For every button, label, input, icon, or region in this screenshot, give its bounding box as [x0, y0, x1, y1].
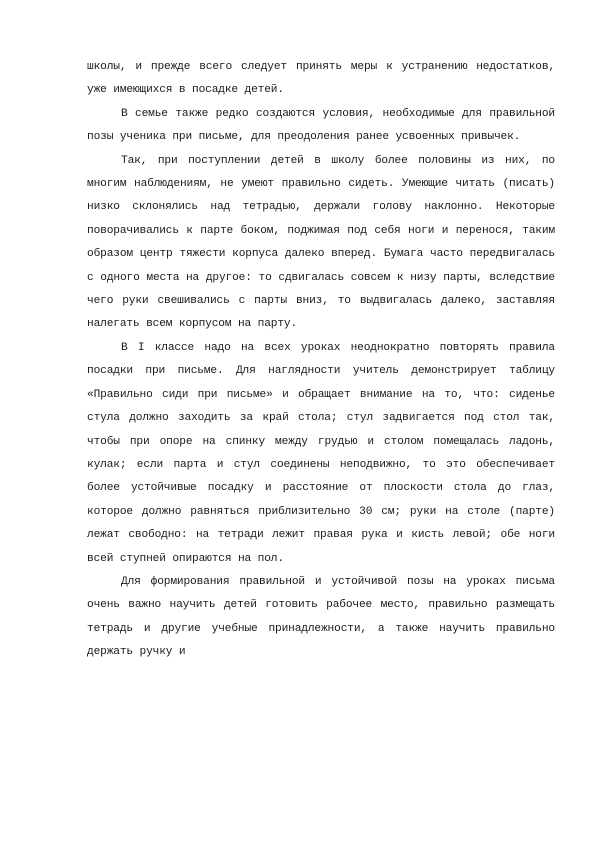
- paragraph-5: Для формирования правильной и устойчивой позы на уроках письма очень важно научить детей готовить рабочее место, правильно размещать тетрадь и другие учебные принадлежности, а также научить правильно держать ручку и: [87, 575, 555, 659]
- paragraph-4: В I классе надо на всех уроках неоднократно повторять правила посадки при письме. Для наглядности учитель демонстрирует таблицу «Правильно сиди при письме» и обращает внимание на то, что: сиденье стула должно заходить за край стола; стул задвигается под стол так, чтобы при опоре на спинку между грудью и столом помещалась ладонь, кулак; если парта и стул соединены неподвижно, то это обеспечивает более устойчивые посадку и расстояние от плоскости стола до глаз, которое должно равняться приблизительно 30 см; руки на столе (парте) лежат свободно: на тетради лежит правая рука и кисть левой; обе ноги всей ступней опираются на пол.: [87, 341, 555, 565]
- paragraph-2: В семье также редко создаются условия, необходимые для правильной позы ученика при письме, для преодоления ранее усвоенных привычек.: [87, 107, 555, 144]
- paragraph-1: школы, и прежде всего следует принять меры к устранению недостатков, уже имеющихся в посадке детей.: [87, 61, 555, 97]
- paragraph-3: Так, при поступлении детей в школу более половины из них, по многим наблюдениям, не умеют правильно сидеть. Умеющие читать (писать) низко склонялись над тетрадью, держали голову наклонно. Некоторые поворачивались к парте боком, поджимая под себя ноги и перенося, таким образом центр тяжести корпуса далеко вперед. Бумага часто передвигалась с одного места на другое: то сдвигалась совсем к низу парты, вследствие чего руки свешивались с парты вниз, то выдвигалась далеко, заставляя налегать всем корпусом на парту.: [87, 154, 555, 331]
- body-text: [87, 56, 555, 665]
